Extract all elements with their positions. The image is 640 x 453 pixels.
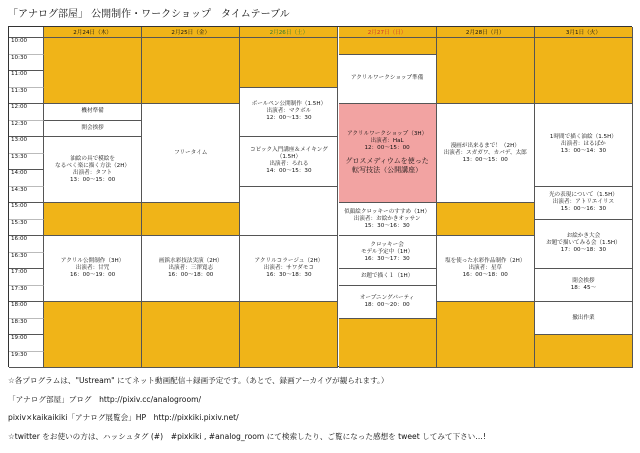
- program-detail: 18：00〜20：00: [364, 301, 410, 308]
- program-title: フリータイム: [174, 149, 208, 156]
- day-header: 2月25日（金）: [142, 27, 240, 38]
- empty-slot: [535, 38, 633, 104]
- program-cell: [339, 55, 437, 105]
- time-label: 11:30: [9, 88, 44, 105]
- empty-slot: [44, 203, 142, 236]
- program-subtitle: 転写技法（公開講座）: [352, 166, 423, 174]
- program-detail: 出演者：三澤寛志: [168, 265, 214, 271]
- day-header: 2月24日（木）: [44, 27, 142, 38]
- program-cell: [535, 187, 633, 220]
- day-header: 2月28日（月）: [437, 27, 535, 38]
- day-header: 2月27日（日）: [339, 27, 437, 38]
- program-title: 閉会挨拶: [572, 278, 595, 284]
- program-detail: 出演者：タフト: [72, 169, 113, 176]
- program-detail: 16：00〜19：00: [69, 272, 116, 278]
- time-label: 16:30: [9, 253, 44, 270]
- program-cell: [44, 104, 142, 121]
- program-detail: お題で描いてみる会（1.5H）: [546, 240, 621, 247]
- program-cell: [240, 187, 338, 237]
- program-title: 画鋲水彩技法実演（2H）: [158, 258, 223, 264]
- program-title: 開会挨拶: [81, 124, 104, 131]
- time-label: 10:30: [9, 55, 44, 72]
- empty-slot: [339, 38, 437, 55]
- empty-slot: [44, 38, 142, 104]
- program-title: アクリルワークショップ準備: [350, 75, 424, 82]
- program-detail: 12：00〜15：00: [364, 145, 410, 151]
- program-cell: [535, 269, 633, 302]
- program-title: 光の表現について（1.5H）: [548, 192, 618, 198]
- program-detail: 14：00〜15：30: [266, 168, 312, 175]
- program-cell: [535, 220, 633, 270]
- program-detail: 出演者：スガガワ、カバデ、太郎: [443, 149, 527, 156]
- time-label: 18:00: [9, 302, 44, 319]
- empty-slot: [240, 302, 338, 368]
- program-cell: [339, 203, 437, 236]
- program-detail: 出演者：甘咒: [75, 265, 110, 271]
- program-detail: なるべく楽に描く方法（2H）: [55, 162, 131, 169]
- empty-slot: [142, 302, 240, 368]
- program-title: 1時間で描く油絵（1.5H）: [549, 134, 617, 141]
- time-label: 11:00: [9, 71, 44, 88]
- program-detail: 18：45〜: [570, 285, 597, 291]
- program-detail: 12：00〜13：30: [266, 115, 312, 122]
- time-label: 16:00: [9, 236, 44, 253]
- program-detail: 15：00〜16：30: [560, 206, 607, 212]
- program-title: 漫画が出来るまで！（2H）: [450, 142, 520, 149]
- program-detail: 15：30〜16：30: [364, 222, 410, 229]
- footer-note-homepage: pixiv×kaikaikiki「アナログ展覧会」HP http://pixkiki.pixiv.net/: [8, 413, 239, 422]
- program-detail: 出演者：HaL: [370, 138, 404, 144]
- time-label: 17:00: [9, 269, 44, 286]
- program-detail: 13：00〜14：30: [560, 148, 607, 155]
- time-label: 19:30: [9, 352, 44, 369]
- footer-notes: [8, 372, 486, 446]
- program-cell: [535, 104, 633, 187]
- program-cell: [339, 269, 437, 286]
- program-cell: [339, 104, 437, 203]
- time-label: 15:30: [9, 220, 44, 237]
- time-label: 12:00: [9, 104, 44, 121]
- time-label: 17:30: [9, 286, 44, 303]
- program-detail: 出演者：お絵かきオッサン: [353, 215, 421, 222]
- empty-slot: [437, 302, 535, 368]
- time-label: 14:00: [9, 170, 44, 187]
- empty-slot: [535, 335, 633, 368]
- program-detail: 16：30〜17：30: [364, 255, 410, 262]
- program-subtitle: グロスメディウムを使った: [345, 157, 429, 165]
- day-header: 2月26日（土）: [240, 27, 338, 38]
- program-cell: [535, 302, 633, 335]
- time-label: 15:00: [9, 203, 44, 220]
- program-detail: 出演者：はるばか: [561, 141, 606, 148]
- timetable-grid: [8, 26, 632, 367]
- program-cell: [44, 121, 142, 138]
- program-title: 機材準備: [81, 108, 104, 115]
- time-label: 13:30: [9, 154, 44, 171]
- empty-slot: [44, 302, 142, 368]
- program-cell: [339, 286, 437, 319]
- empty-slot: [437, 38, 535, 104]
- program-cell: [142, 104, 240, 203]
- footer-note-twitter: ☆twitter をお使いの方は、ハッシュタグ (#) #pixkiki , #analog_room にて検索したり、ご覧になった感想を tweet してみて下さい…!: [8, 431, 486, 441]
- program-title: 似顔絵クロッキーのすすめ（1H）: [344, 208, 431, 215]
- program-detail: 16：00〜18：00: [168, 272, 214, 278]
- program-cell: [339, 236, 437, 269]
- empty-slot: [142, 203, 240, 236]
- empty-slot: [142, 38, 240, 104]
- program-cell: [240, 236, 338, 302]
- program-title: ボールペン公開制作（1.5H）: [251, 101, 327, 108]
- program-detail: モデル予定中（1H）: [360, 248, 414, 255]
- program-cell: [437, 236, 535, 302]
- time-label: 19:00: [9, 335, 44, 352]
- time-label: 10:00: [9, 38, 44, 55]
- program-cell: [44, 236, 142, 302]
- program-detail: 出演者：アトリエイリス: [552, 199, 615, 205]
- program-title: お題で描く１（1H）: [360, 273, 414, 280]
- program-title: コピック入門講座＆メイキング（1.5H）: [250, 147, 328, 161]
- program-title: 撤出作業: [572, 314, 595, 321]
- program-detail: 17：00〜18：30: [560, 247, 607, 254]
- time-label: 13:00: [9, 137, 44, 154]
- program-title: アクリルコラージュ（2H）: [254, 258, 324, 264]
- program-title: 油絵の具で模絵を: [70, 155, 115, 162]
- header-corner: [9, 27, 44, 38]
- program-detail: 16：00〜18：00: [462, 272, 508, 278]
- program-cell: [44, 137, 142, 203]
- program-detail: 16：30〜18：30: [266, 272, 312, 278]
- time-label: 12:30: [9, 121, 44, 138]
- program-cell: [142, 236, 240, 302]
- empty-slot: [339, 319, 437, 369]
- time-label: 14:30: [9, 187, 44, 204]
- program-title: クロッキー会: [370, 241, 404, 248]
- program-title: アクリルワークショップ（3H）: [346, 131, 428, 137]
- program-detail: 出演者：星草: [468, 265, 503, 271]
- program-detail: 出演者：マクボル: [266, 108, 312, 115]
- program-title: お絵かき大会: [566, 233, 601, 240]
- empty-slot: [240, 38, 338, 88]
- time-label: 18:30: [9, 319, 44, 336]
- footer-note-ustream: ☆各プログラムは、"Ustream" にてネット動画配信＋録画予定です。（あとで、録画アーカイヴが観られます。）: [8, 376, 389, 385]
- program-title: アクリル公開制作（3H）: [60, 258, 125, 264]
- program-title: オープニングパーティ: [359, 294, 415, 301]
- program-cell: [240, 137, 338, 187]
- program-detail: 13：00〜15：00: [462, 156, 508, 163]
- program-cell: [437, 104, 535, 203]
- footer-note-blog: 「アナログ部屋」ブログ http://pixiv.cc/analogroom/: [8, 394, 202, 404]
- day-header: 3月1日（火）: [535, 27, 633, 38]
- program-detail: 出演者：サワダモコ: [263, 265, 315, 271]
- program-title: 塩を使った水彩作品制作（2H）: [444, 258, 526, 264]
- program-detail: 出演者：ろれる: [269, 161, 309, 168]
- program-detail: 13：00〜15：00: [69, 176, 116, 183]
- empty-slot: [437, 203, 535, 236]
- program-cell: [240, 88, 338, 138]
- page-title: 「アナログ部屋」 公開制作・ワークショップ タイムテーブル: [8, 9, 290, 20]
